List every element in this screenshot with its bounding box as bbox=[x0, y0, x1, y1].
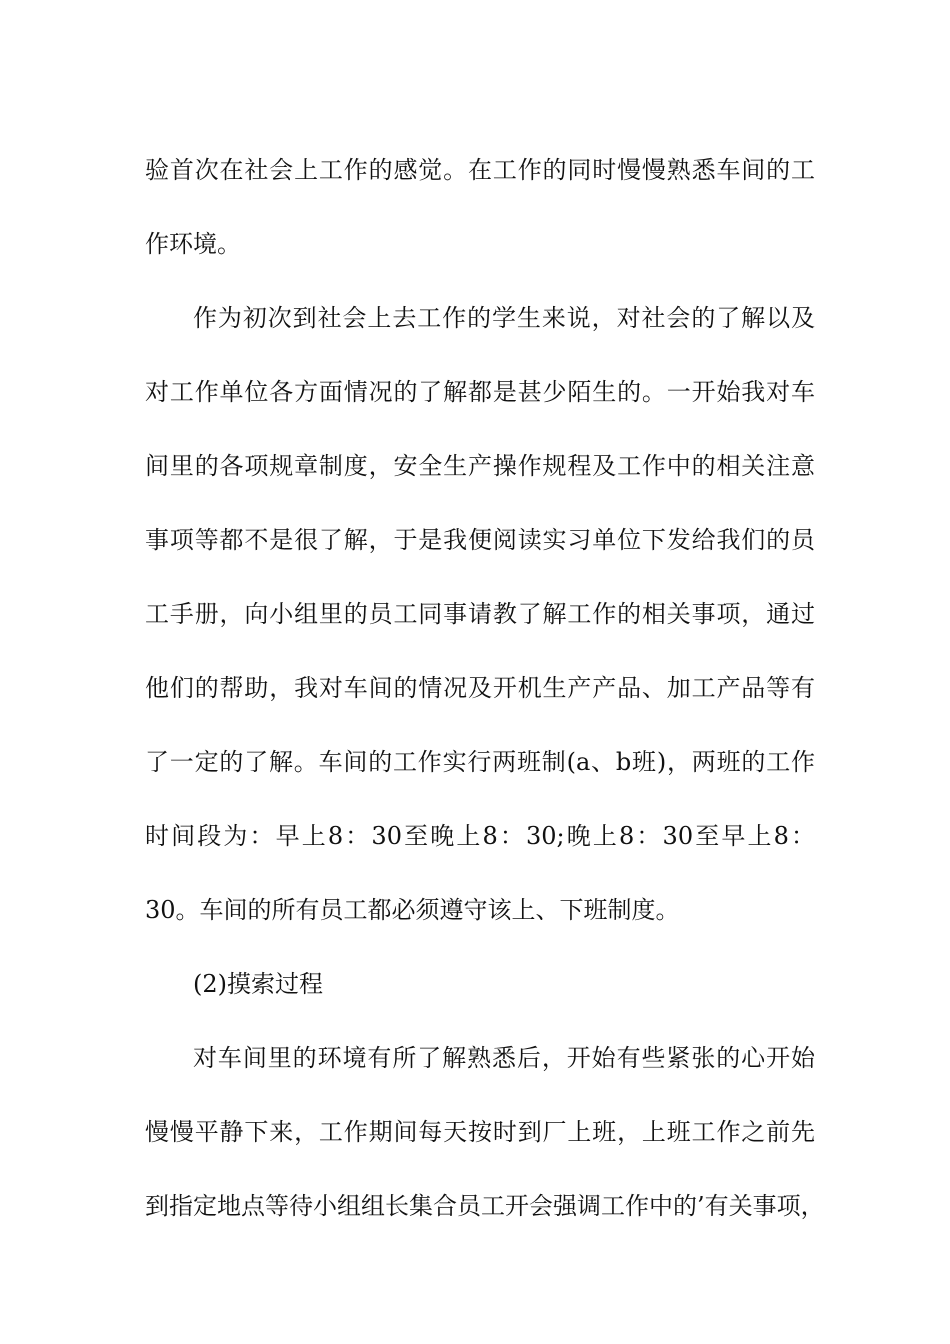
section-heading: (2)摸索过程 bbox=[193, 970, 323, 998]
text-line: 对工作单位各方面情况的了解都是甚少陌生的。一开始我对车 bbox=[145, 378, 815, 406]
text-line: 他们的帮助，我对车间的情况及开机生产产品、加工产品等有 bbox=[145, 674, 815, 702]
text-line: 时间段为：早上8：30至晚上8：30;晚上8：30至早上8： bbox=[145, 822, 815, 850]
text-line: 作环境。 bbox=[145, 230, 241, 258]
body-text bbox=[145, 133, 825, 1243]
text-line: 到指定地点等待小组组长集合员工开会强调工作中的’有关事项， bbox=[145, 1192, 825, 1220]
paragraph-start-line: 对车间里的环境有所了解熟悉后，开始有些紧张的心开始 bbox=[193, 1044, 815, 1072]
paragraph-start-line: 作为初次到社会上去工作的学生来说，对社会的了解以及 bbox=[193, 304, 815, 332]
text-line: 慢慢平静下来，工作期间每天按时到厂上班，上班工作之前先 bbox=[145, 1118, 815, 1146]
text-line: 30。车间的所有员工都必须遵守该上、下班制度。 bbox=[145, 896, 680, 924]
text-line: 工手册，向小组里的员工同事请教了解工作的相关事项，通过 bbox=[145, 600, 815, 628]
text-line: 事项等都不是很了解，于是我便阅读实习单位下发给我们的员 bbox=[145, 526, 815, 554]
text-line: 间里的各项规章制度，安全生产操作规程及工作中的相关注意 bbox=[145, 452, 815, 480]
text-line: 了一定的了解。车间的工作实行两班制(a、b班)，两班的工作 bbox=[145, 748, 815, 776]
text-line: 验首次在社会上工作的感觉。在工作的同时慢慢熟悉车间的工 bbox=[145, 156, 815, 184]
